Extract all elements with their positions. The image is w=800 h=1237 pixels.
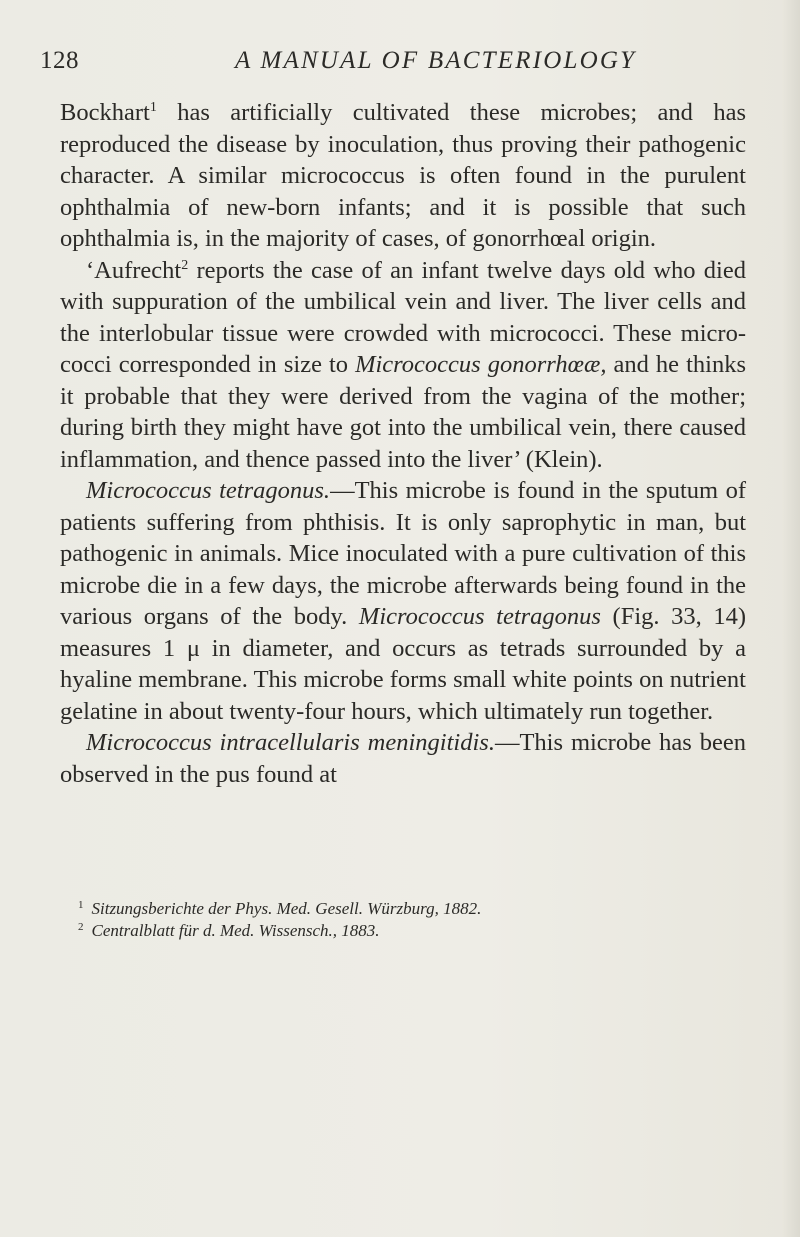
footnotes [78,898,748,942]
paragraph-micrococcus-tetragonus: Micrococcus tetragonus.—This microbe is found in the sputum of patients suffering from phthisis. It is only saprophytic in man, but pathogenic in animals. Mice inoculated with a pure cultivation of this microbe die in a few days, the microbe afterwards being found in the various organs of the body. Micrococcus tetragonus (Fig. 33, 14) measures 1 μ in diameter, and occurs as tetrads surrounded by a hyaline membrane. This microbe forms small white points on nutrient gelatine in about twenty-four hours, which ultimately run together. [60,477,747,725]
paragraph-aufrecht: ‘Aufrecht$^2$ reports the case of an infant twelve days old who died with suppuration of the umbilical vein and liver. The liver cells and the interlobular tissue were crowded with micrococci. These micrococci corresponded in size to Micrococcus gonorrhœæ, and he thinks it probable that they were derived from the vagina of the mother; during birth they might have got into the umbilical vein, there caused inflammation, and thence passed into the liver’ (Klein). [60,256,746,473]
body-text [60,97,746,790]
footnote-ref-1: 1 [149,100,157,115]
paragraph-bockhart: Bockhart$^1$ has artificially cultivated these microbes; and has reproduced the disease by inoculation, thus proving their pathogenic character. A similar micrococcus is often found in the purulent ophthalmia of new-born infants; and it is possible that such ophthalmia is, in the majority of cases, of gonorrhœal origin. [60,99,746,252]
page-header [40,47,752,87]
footnote-2: $^2$ Centralblatt für d. Med. Wissensch., 1883. [78,921,380,940]
paragraph-micrococcus-intracellularis: Micrococcus intracellularis meningitidis.—This microbe has been observed in the pus found at [60,729,746,788]
footnote-ref-2: 2 [181,257,189,273]
page-number: 128 [40,47,79,74]
running-title: A MANUAL OF BACTERIOLOGY [235,47,637,74]
page-edge-shadow [782,0,800,1237]
footnote-1: $^1$ Sitzungsberichte der Phys. Med. Gesell. Würzburg, 1882. [78,899,482,918]
section-heading-intracellularis: Micrococcus intracellularis meningitidis. [86,729,495,756]
section-heading-tetragonus: Micrococcus tetragonus. [86,477,331,504]
